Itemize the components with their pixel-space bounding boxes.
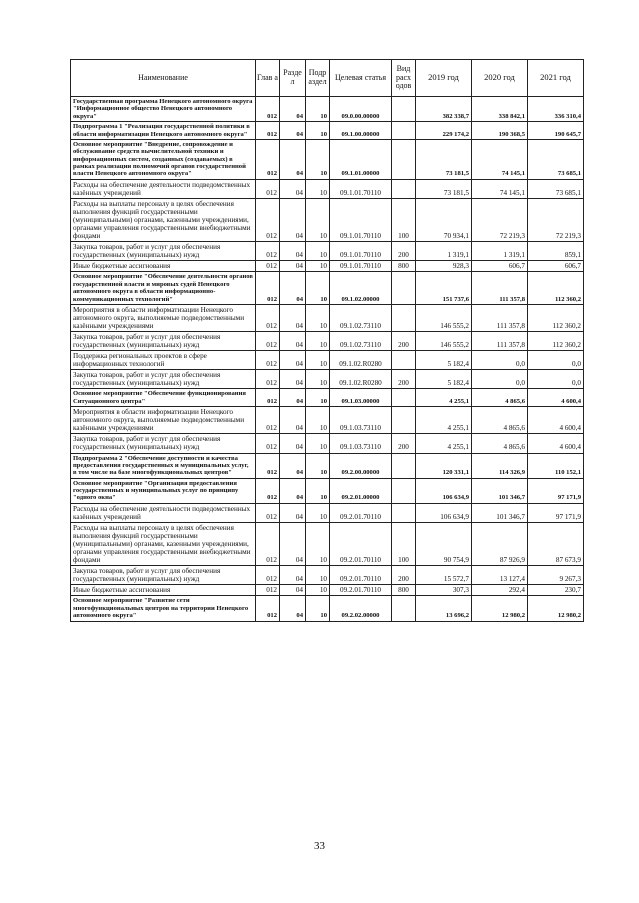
- row-target: 09.2.00.00000: [330, 453, 392, 478]
- row-glava: 012: [256, 351, 280, 370]
- row-2021: 230,7: [528, 585, 584, 596]
- row-glava: 012: [256, 453, 280, 478]
- table-row: [71, 242, 584, 261]
- row-podrazdel: 10: [306, 389, 330, 407]
- row-2020: 0,0: [472, 370, 528, 389]
- row-podrazdel: 10: [306, 596, 330, 621]
- header-target: Целевая статья: [330, 60, 392, 97]
- row-razdel: 04: [280, 97, 306, 122]
- row-2021: 72 219,3: [528, 198, 584, 241]
- row-podrazdel: 10: [306, 122, 330, 140]
- header-row: [71, 60, 584, 97]
- row-2019: 229 174,2: [416, 122, 472, 140]
- row-2020: 13 127,4: [472, 566, 528, 585]
- row-target: 09.0.00.00000: [330, 97, 392, 122]
- row-2019: 73 181,5: [416, 179, 472, 198]
- row-2019: 4 255,1: [416, 407, 472, 434]
- row-vid: 100: [392, 522, 416, 565]
- row-vid: 800: [392, 585, 416, 596]
- row-glava: 012: [256, 242, 280, 261]
- row-target: 09.1.03.73110: [330, 407, 392, 434]
- row-podrazdel: 10: [306, 370, 330, 389]
- row-vid: [392, 304, 416, 331]
- row-target: 09.1.01.70110: [330, 261, 392, 272]
- row-razdel: 04: [280, 503, 306, 522]
- row-2019: 382 338,7: [416, 97, 472, 122]
- row-razdel: 04: [280, 198, 306, 241]
- header-2019: 2019 год: [416, 60, 472, 97]
- table-row: [71, 261, 584, 272]
- row-name: Мероприятия в области информатизации Ненецкого автономного округа, выполняемые подведомственными казёнными учреждениями: [71, 407, 256, 434]
- row-razdel: 04: [280, 596, 306, 621]
- row-name: Расходы на обеспечение деятельности подведомственных казённых учреждений: [71, 179, 256, 198]
- row-vid: 200: [392, 332, 416, 351]
- row-razdel: 04: [280, 179, 306, 198]
- row-glava: 012: [256, 434, 280, 453]
- row-2020: 1 319,1: [472, 242, 528, 261]
- row-razdel: 04: [280, 122, 306, 140]
- header-podrazdel: Подр аздел: [306, 60, 330, 97]
- row-glava: 012: [256, 122, 280, 140]
- row-2019: 4 255,1: [416, 389, 472, 407]
- row-podrazdel: 10: [306, 198, 330, 241]
- row-vid: [392, 139, 416, 179]
- row-2020: 101 346,7: [472, 503, 528, 522]
- row-2021: 112 360,2: [528, 272, 584, 305]
- row-name: Расходы на выплаты персоналу в целях обеспечения выполнения функций государственными (муниципальными) органами, казенными учреждениями, органами управления государственными внебюджетными фондами: [71, 198, 256, 241]
- page-number: 33: [314, 840, 325, 852]
- row-name: Основное мероприятие "Обеспечение функционирования Ситуационного центра": [71, 389, 256, 407]
- row-2019: 70 934,1: [416, 198, 472, 241]
- row-target: 09.2.02.00000: [330, 596, 392, 621]
- table-row: [71, 389, 584, 407]
- row-2021: 112 360,2: [528, 304, 584, 331]
- row-glava: 012: [256, 522, 280, 565]
- budget-table: [70, 59, 584, 622]
- row-razdel: 04: [280, 522, 306, 565]
- row-2021: 859,1: [528, 242, 584, 261]
- row-glava: 012: [256, 304, 280, 331]
- row-glava: 012: [256, 566, 280, 585]
- row-2020: 4 865,6: [472, 434, 528, 453]
- row-2020: 606,7: [472, 261, 528, 272]
- table-row: [71, 566, 584, 585]
- row-glava: 012: [256, 198, 280, 241]
- table-row: [71, 139, 584, 179]
- row-name: Мероприятия в области информатизации Ненецкого автономного округа, выполняемые подведомственными казёнными учреждениями: [71, 304, 256, 331]
- row-2020: 12 980,2: [472, 596, 528, 621]
- row-2020: 338 842,1: [472, 97, 528, 122]
- row-2021: 97 171,9: [528, 503, 584, 522]
- row-glava: 012: [256, 332, 280, 351]
- row-2021: 4 600,4: [528, 434, 584, 453]
- row-name: Закупка товаров, работ и услуг для обеспечения государственных (муниципальных) нужд: [71, 566, 256, 585]
- row-vid: [392, 478, 416, 503]
- table-row: [71, 596, 584, 621]
- row-vid: 100: [392, 198, 416, 241]
- row-name: Подпрограмма 1 "Реализация государственной политики в области информатизации Ненецкого автономного округа": [71, 122, 256, 140]
- row-vid: [392, 122, 416, 140]
- row-target: 09.1.02.73110: [330, 332, 392, 351]
- row-target: 09.1.02.73110: [330, 304, 392, 331]
- row-podrazdel: 10: [306, 332, 330, 351]
- row-vid: [392, 596, 416, 621]
- row-2021: 97 171,9: [528, 478, 584, 503]
- row-glava: 012: [256, 407, 280, 434]
- row-2019: 106 634,9: [416, 478, 472, 503]
- row-2019: 5 182,4: [416, 370, 472, 389]
- row-podrazdel: 10: [306, 272, 330, 305]
- row-target: 09.2.01.70110: [330, 522, 392, 565]
- row-2019: 5 182,4: [416, 351, 472, 370]
- row-name: Основное мероприятие "Развитие сети многофункциональных центров на территории Ненецкого автономного округа": [71, 596, 256, 621]
- row-2020: 4 865,6: [472, 407, 528, 434]
- row-podrazdel: 10: [306, 522, 330, 565]
- row-vid: 800: [392, 261, 416, 272]
- row-2019: 90 754,9: [416, 522, 472, 565]
- row-glava: 012: [256, 389, 280, 407]
- row-2019: 106 634,9: [416, 503, 472, 522]
- row-razdel: 04: [280, 304, 306, 331]
- row-name: Иные бюджетные ассигнования: [71, 585, 256, 596]
- row-target: 09.1.01.70110: [330, 242, 392, 261]
- row-2021: 9 267,3: [528, 566, 584, 585]
- header-vid: Вид расх одов: [392, 60, 416, 97]
- row-target: 09.1.01.00000: [330, 139, 392, 179]
- row-name: Основное мероприятие "Внедрение, сопровождение и обслуживание средств вычислительной техники и информационных систем, созданных (создаваемых) в рамках реализации полномочий органов государственной власти Ненецкого автономного округа": [71, 139, 256, 179]
- row-razdel: 04: [280, 370, 306, 389]
- row-podrazdel: 10: [306, 139, 330, 179]
- row-podrazdel: 10: [306, 503, 330, 522]
- row-2021: 12 980,2: [528, 596, 584, 621]
- table-row: [71, 434, 584, 453]
- row-vid: [392, 389, 416, 407]
- row-2019: 73 181,5: [416, 139, 472, 179]
- row-name: Государственная программа Ненецкого автономного округа "Информационное общество Ненецкого автономного округа": [71, 97, 256, 122]
- row-podrazdel: 10: [306, 478, 330, 503]
- row-glava: 012: [256, 97, 280, 122]
- row-target: 09.1.00.00000: [330, 122, 392, 140]
- table-body: [71, 97, 584, 622]
- header-glava: Глав а: [256, 60, 280, 97]
- row-name: Поддержка региональных проектов в сфере информационных технологий: [71, 351, 256, 370]
- row-2019: 146 555,2: [416, 304, 472, 331]
- row-name: Закупка товаров, работ и услуг для обеспечения государственных (муниципальных) нужд: [71, 370, 256, 389]
- row-razdel: 04: [280, 389, 306, 407]
- row-name: Расходы на выплаты персоналу в целях обеспечения выполнения функций государственными (муниципальными) органами, казенными учреждениями, органами управления государственными внебюджетными фондами: [71, 522, 256, 565]
- row-name: Закупка товаров, работ и услуг для обеспечения государственных (муниципальных) нужд: [71, 242, 256, 261]
- table-row: [71, 503, 584, 522]
- row-2019: 151 737,6: [416, 272, 472, 305]
- row-2021: 73 685,1: [528, 139, 584, 179]
- row-podrazdel: 10: [306, 434, 330, 453]
- row-vid: 200: [392, 566, 416, 585]
- row-vid: [392, 503, 416, 522]
- row-2019: 4 255,1: [416, 434, 472, 453]
- row-2021: 73 685,1: [528, 179, 584, 198]
- table-row: [71, 407, 584, 434]
- row-razdel: 04: [280, 351, 306, 370]
- row-name: Подпрограмма 2 "Обеспечение доступности и качества предоставления государственных и муниципальных услуг, в том числе на базе многофункциональных центров": [71, 453, 256, 478]
- row-2019: 1 319,1: [416, 242, 472, 261]
- row-podrazdel: 10: [306, 261, 330, 272]
- row-target: 09.2.01.70110: [330, 585, 392, 596]
- header-name: Наименование: [71, 60, 256, 97]
- row-vid: 200: [392, 370, 416, 389]
- row-target: 09.1.01.70110: [330, 198, 392, 241]
- row-2021: 112 360,2: [528, 332, 584, 351]
- table-row: [71, 585, 584, 596]
- row-2021: 190 645,7: [528, 122, 584, 140]
- row-2020: 0,0: [472, 351, 528, 370]
- row-vid: [392, 453, 416, 478]
- row-vid: [392, 97, 416, 122]
- row-2020: 111 357,8: [472, 332, 528, 351]
- row-name: Иные бюджетные ассигнования: [71, 261, 256, 272]
- row-2020: 74 145,1: [472, 179, 528, 198]
- row-2021: 4 600,4: [528, 389, 584, 407]
- row-2019: 307,3: [416, 585, 472, 596]
- row-glava: 012: [256, 503, 280, 522]
- row-2021: 0,0: [528, 370, 584, 389]
- header-razdel: Разде л: [280, 60, 306, 97]
- row-podrazdel: 10: [306, 566, 330, 585]
- row-2019: 15 572,7: [416, 566, 472, 585]
- row-razdel: 04: [280, 478, 306, 503]
- table-row: [71, 453, 584, 478]
- table-row: [71, 351, 584, 370]
- row-razdel: 04: [280, 272, 306, 305]
- row-2020: 72 219,3: [472, 198, 528, 241]
- row-glava: 012: [256, 370, 280, 389]
- header-2020: 2020 год: [472, 60, 528, 97]
- row-target: 09.2.01.70110: [330, 566, 392, 585]
- row-name: Расходы на обеспечение деятельности подведомственных казённых учреждений: [71, 503, 256, 522]
- row-2020: 114 326,9: [472, 453, 528, 478]
- row-name: Основное мероприятие "Организация предоставления государственных и муниципальных услуг по принципу "одного окна": [71, 478, 256, 503]
- row-2020: 190 368,5: [472, 122, 528, 140]
- row-razdel: 04: [280, 434, 306, 453]
- row-razdel: 04: [280, 407, 306, 434]
- table-row: [71, 122, 584, 140]
- row-target: 09.1.03.73110: [330, 434, 392, 453]
- row-podrazdel: 10: [306, 585, 330, 596]
- row-2020: 111 357,8: [472, 272, 528, 305]
- row-2020: 74 145,1: [472, 139, 528, 179]
- row-2021: 4 600,4: [528, 407, 584, 434]
- row-razdel: 04: [280, 585, 306, 596]
- row-2019: 13 696,2: [416, 596, 472, 621]
- row-2020: 292,4: [472, 585, 528, 596]
- row-name: Закупка товаров, работ и услуг для обеспечения государственных (муниципальных) нужд: [71, 434, 256, 453]
- table-row: [71, 370, 584, 389]
- row-podrazdel: 10: [306, 242, 330, 261]
- row-target: 09.1.01.70110: [330, 179, 392, 198]
- row-vid: 200: [392, 242, 416, 261]
- row-vid: [392, 351, 416, 370]
- row-glava: 012: [256, 585, 280, 596]
- row-podrazdel: 10: [306, 453, 330, 478]
- row-podrazdel: 10: [306, 179, 330, 198]
- row-glava: 012: [256, 596, 280, 621]
- table-row: [71, 478, 584, 503]
- row-podrazdel: 10: [306, 304, 330, 331]
- table-row: [71, 198, 584, 241]
- row-target: 09.1.02.R0280: [330, 351, 392, 370]
- row-target: 09.2.01.00000: [330, 478, 392, 503]
- table-row: [71, 304, 584, 331]
- row-2021: 110 152,1: [528, 453, 584, 478]
- table-row: [71, 272, 584, 305]
- row-target: 09.1.02.R0280: [330, 370, 392, 389]
- row-podrazdel: 10: [306, 97, 330, 122]
- row-glava: 012: [256, 272, 280, 305]
- row-vid: [392, 272, 416, 305]
- row-glava: 012: [256, 139, 280, 179]
- row-name: Основное мероприятие "Обеспечение деятельности органов государственной власти и мировых судей Ненецкого автономного округа в области информационно-коммуникационных технологий": [71, 272, 256, 305]
- row-target: 09.1.02.00000: [330, 272, 392, 305]
- header-2021: 2021 год: [528, 60, 584, 97]
- row-razdel: 04: [280, 242, 306, 261]
- row-glava: 012: [256, 179, 280, 198]
- row-2019: 120 331,1: [416, 453, 472, 478]
- row-target: 09.2.01.70110: [330, 503, 392, 522]
- row-podrazdel: 10: [306, 351, 330, 370]
- row-2021: 336 310,4: [528, 97, 584, 122]
- row-2020: 101 346,7: [472, 478, 528, 503]
- table-row: [71, 332, 584, 351]
- row-2020: 87 926,9: [472, 522, 528, 565]
- row-vid: 200: [392, 434, 416, 453]
- row-2020: 111 357,8: [472, 304, 528, 331]
- table-row: [71, 179, 584, 198]
- row-2021: 0,0: [528, 351, 584, 370]
- row-razdel: 04: [280, 566, 306, 585]
- row-2020: 4 865,6: [472, 389, 528, 407]
- row-vid: [392, 179, 416, 198]
- row-podrazdel: 10: [306, 407, 330, 434]
- row-razdel: 04: [280, 261, 306, 272]
- row-2021: 87 673,9: [528, 522, 584, 565]
- table-row: [71, 97, 584, 122]
- row-name: Закупка товаров, работ и услуг для обеспечения государственных (муниципальных) нужд: [71, 332, 256, 351]
- row-razdel: 04: [280, 453, 306, 478]
- row-razdel: 04: [280, 332, 306, 351]
- row-glava: 012: [256, 261, 280, 272]
- row-2019: 146 555,2: [416, 332, 472, 351]
- row-vid: [392, 407, 416, 434]
- row-razdel: 04: [280, 139, 306, 179]
- row-glava: 012: [256, 478, 280, 503]
- row-target: 09.1.03.00000: [330, 389, 392, 407]
- row-2019: 928,3: [416, 261, 472, 272]
- table-row: [71, 522, 584, 565]
- row-2021: 606,7: [528, 261, 584, 272]
